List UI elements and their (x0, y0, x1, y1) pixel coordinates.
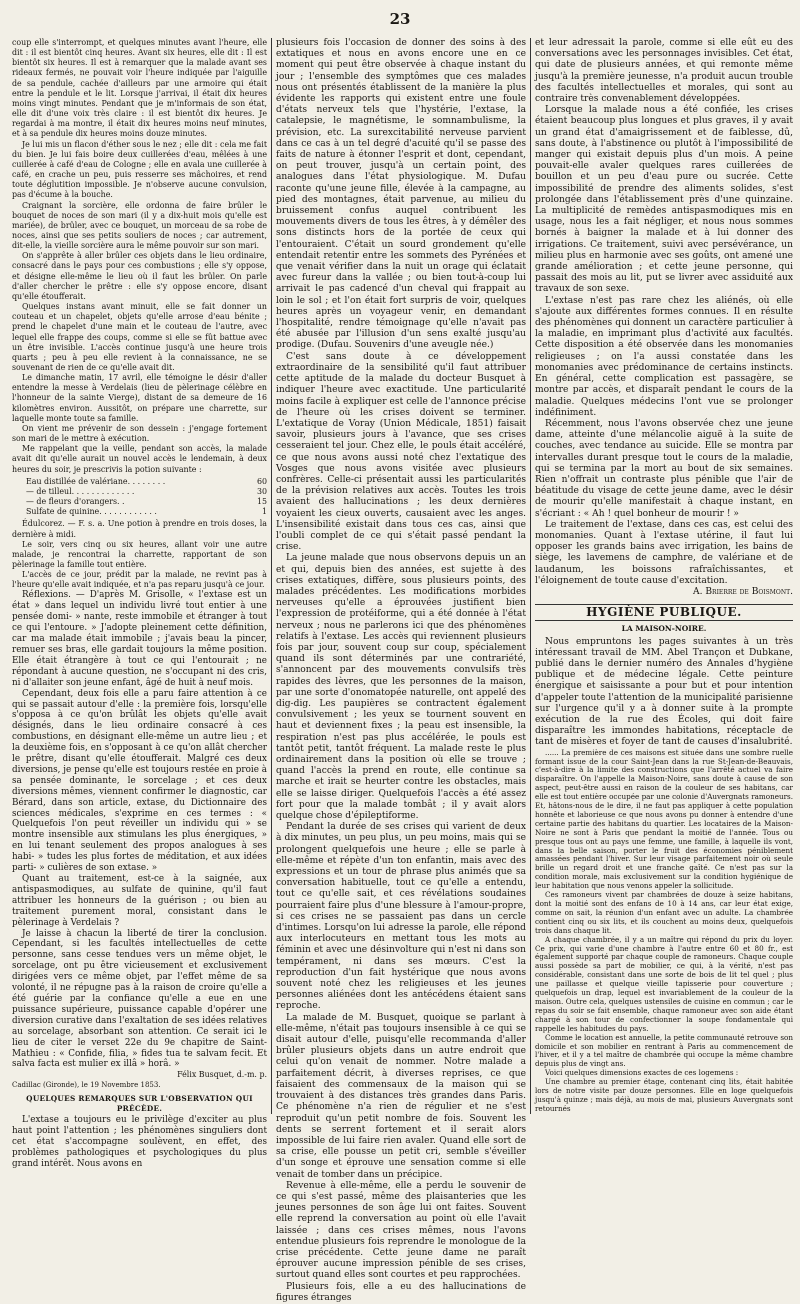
paragraph: Plusieurs fois, elle a eu des hallucinations de figures étranges (276, 1281, 526, 1303)
paragraph: L'accès de ce jour, prédit par la malade, ne revint pas à l'heure qu'elle avait indiquée, et n'a pas reparu jusqu'à ce jour. (12, 570, 267, 590)
paragraph: On s'apprête à aller brûler ces objets dans le lieu ordinaire, consacré dans le pays pour ces combustions ; elle s'y oppose, et désigne elle-même le lieu où il faut les brûler. On parle d'aller chercher le prêtre : elle s'y oppose encore, disant qu'elle étoufferait. (12, 251, 267, 301)
paragraph: Je lui mis un flacon d'éther sous le nez ; elle dit : cela me fait du bien. Je lui fais boire deux cuillerées d'eau, mêlées à une cuillerée à café d'eau de Cologne ; elle en avala une cuillerée à café, en crache un peu, puis resserre ses mâchoires, et rend toute déglutition impossible. Je n'observe aucune convulsion, pas d'écume à la bouche. (12, 139, 267, 200)
paragraph: Nous empruntons les pages suivantes à un très intéressant travail de MM. Abel Trançon et Dubkane, publié dans le dernier numéro des Annales d'hygiène publique et de médecine légale. Cette peinture énergique et saisissante a pour but et pour intention d'appeler toute l'attention de la municipalité parisienne sur l'urgence qu'il y a à donner suite à la prompte exécution de la rue des Écoles, qui doit faire disparaître les immondes habitations, réceptacle de tant de misères et foyer de tant de causes d'insalubrité. (535, 636, 793, 748)
paragraph: Quant au traitement, est-ce à la saignée, aux antispasmodiques, au sulfate de quinine, qu'il faut attribuer les honneurs de la guérison ; ou bien au traitement purement moral, consistant dans le pèlerinage à Verdelais ? (12, 874, 267, 928)
paragraph: Réflexions. — D'après M. Grisolle, « l'extase est un état » dans lequel un individu livré tout entier à une pensée domi- » nante, reste immobile et étranger à tout ce qui l'entoure. » J'adopte pleinement cette définition, car ma malade était immobile ; j'avais beau la pincer, remuer ses bras, elle gardait toujours la même position. Elle était étrangère à tout ce qui l'entourait ; ne répondant à aucune question, ne s'occupant ni des cris, ni d'allaiter son jeune enfant, âgé de huit à neuf mois. (12, 590, 267, 688)
paragraph: Le traitement de l'extase, dans ces cas, est celui des monomanies. Quant à l'extase utérine, il faut lui opposer les grands bains avec irrigation, les bains de siège, les lavemens de camphre, de valériane et de laudanum, les boissons rafraîchissantes, et l'éloignement de toute cause d'excitation. (535, 519, 793, 586)
page-number: 23 (389, 10, 411, 28)
column-rule-left (271, 38, 272, 1114)
column-left (12, 38, 267, 1169)
paragraph: Comme le location est annuelle, la petite communauté retrouve son domicile et son mobilier en rentrant à Paris au commencement de l'hiver, et il y a tel maître de chambrée qui occupe la même chambre depuis plus de vingt ans. (535, 1032, 793, 1069)
author-signature: Félix Busquet, d.-m. p. (177, 1070, 267, 1080)
article-title: LA MAISON-NOIRE. (621, 624, 707, 634)
section-subtitle: QUELQUES REMARQUES SUR L'OBSERVATION QUI PRÉCÈDE. (26, 1093, 253, 1113)
paragraph: Craignant la sorcière, elle ordonna de faire brûler le bouquet de noces de son mari (il y a dix-huit mois qu'elle est mariée), de brûler, avec ce bouquet, un morceau de sa robe de noces, ainsi que ses petits souliers de noces ; car autrement, dit-elle, la vieille sorcière aura le même pouvoir sur son mari. (12, 200, 267, 251)
paragraph: Voici quelques dimensions exactes de ces logemens : (545, 1068, 739, 1078)
paragraph: Lorsque la malade nous a été confiée, les crises étaient beaucoup plus longues et plus graves, il y avait un grand état d'amaigrissement et de faiblesse, dû, sans doute, à l'abstinence ou plutôt à l'impossibilité de manger qui existait depuis plus d'un mois. A peine pouvait-elle avaler quelques rares cuillerées de bouillon et un peu d'eau pure ou sucrée. Cette impossibilité de prendre des aliments solides, s'est prolongée dans l'établissement près d'une quinzaine. La multiplicité de remèdes antispasmodiques mis en usage, nous les a fait négliger, et nous nous sommes bornés à baigner la malade et à lui donner des irrigations. Ce traitement, suivi avec persévérance, un milieu plus en harmonie avec ses goûts, ont amené une grande amélioration ; et cette jeune personne, qui passait des mois au lit, put se livrer avec assiduité aux travaux de son sexe. (535, 105, 793, 295)
paragraph: Ces ramoneurs vivent par chambrées de douze à seize habitans, dont la moitié sont des enfans de 10 à 14 ans, car leur état exige, comme on sait, la réunion d'un enfant avec un adulte. La chambrée contient cinq ou six lits, et ils couchent au moins deux, quelquefois trois dans chaque lit. (535, 890, 793, 935)
paragraph: L'extase a toujours eu le privilège d'exciter au plus haut point l'attention ; les phénomènes singuliers dont cet état s'accompagne soulèvent, en effet, des problèmes pathologiques et psychologiques du plus grand intérêt. Nous avons en (12, 1114, 267, 1169)
paragraph: Le dimanche matin, 17 avril, elle témoigne le désir d'aller entendre la messe à Verdelais (lieu de pèlerinage célèbre en l'honneur de la sainte Vierge), distant de sa demeure de 16 kilomètres environ. Aussitôt, on prépare une charrette, sur laquelle monte toute sa famille. (12, 373, 267, 423)
prescription-line: — de fleurs d'orangers. . 15 (26, 497, 267, 507)
paragraph: Une chambre au premier étage, contenant cinq lits, était habitée lors de notre visite par douze personnes. Elle en loge quelquefois jusqu'à quinze ; mais déjà, au mois de mai, plusieurs Auvergnats sont retournés (535, 1077, 793, 1113)
column-rule-right (530, 38, 531, 1114)
section-heading: HYGIÈNE PUBLIQUE. (535, 604, 793, 621)
paragraph: La malade de M. Busquet, quoique se parlant à elle-même, n'était pas toujours insensible à ce qui se disait autour d'elle, puisqu'elle recommanda d'aller brûler plusieurs objets dans un autre endroit que celui qu'on venait de nommer. Notre malade a parfaitement décrit, à diverses reprises, ce que faisaient des commensaux de la maison qui se trouvaient à des distances très grandes dans Paris. Ce phénomène n'a rien de régulier et ne s'est reproduit qu'un petit nombre de fois. Souvent les dents se serrent fortement et il serait alors impossible de lui faire rien avaler. Quand elle sort de sa crise, elle pousse un petit cri, semble s'éveiller d'un songe et éprouve une sensation comme si elle venait de tomber dans un précipice. (276, 1012, 526, 1180)
prescription (26, 477, 267, 518)
paragraph: Je laisse à chacun la liberté de tirer la conclusion. Cependant, si les facultés intellectuelles de cette personne, sans cesse tendues vers un même objet, le sorcelage, ont pu être vicieusement et exclusivement dirigées vers ce même objet, par l'effet même de sa volonté, il ne répugne pas à la raison de croire qu'elle a été guérie par la confiance qu'elle a eue en une puissance supérieure, puissance capable d'opérer une diversion curative dans l'exaltation de ses idées relatives au sorcelage, absorbant son attention. Ce serait ici le lieu de citer le verset 22e du 9e chapitre de Saint-Mathieu : « Confide, filia, » fides tua te salvam fecit. Et salva facta est mulier ex illâ » horâ. » (12, 928, 267, 1070)
paragraph: coup elle s'interrompt, et quelques minutes avant l'heure, elle dit : il est bientôt cinq heures. Avant six heures, elle dit : Il est bientôt six heures. Il est à remarquer que la malade avant ses rideaux fermés, ne pouvait voir l'heure indiquée par l'aiguille de sa pendule, cachée d'ailleurs par une armoire qui était entre la pendule et le lit. Lorsque j'arrivai, il était dix heures moins vingt minutes. Pendant que je m'informais de son état, elle dit d'une voix très claire : il est bientôt dix heures. Je regardai à ma montre, il était dix heures moins neuf minutes, et à sa pendule dix heures moins douze minutes. (12, 38, 267, 139)
paragraph: Me rappelant que la veille, pendant son accès, la malade avait dit qu'elle aurait un nouvel accès le lendemain, à deux heures du soir, je prescrivis la potion suivante : (12, 444, 267, 474)
signature-place-date: Cadillac (Gironde), le 19 Novembre 1853. (12, 1081, 161, 1090)
paragraph: On vient me prévenir de son dessein : j'engage fortement son mari de le mettre à exécution. (12, 423, 267, 444)
paragraph: Récemment, nous l'avons observée chez une jeune dame, atteinte d'une mélancolie aiguë à la suite de couches, avec tendance au suicide. Elle se montra par intervalles durant presque tout le cours de la maladie, qui se termina par la mort au bout de six semaines. Rien n'offrait un contraste plus pénible que l'air de béatitude du visage de cette jeune dame, avec le désir de mourir qu'elle manifestait à chaque instant, en s'écriant : « Ah ! quel bonheur de mourir ! » (535, 418, 793, 519)
paragraph: Pendant la durée de ses crises qui varient de deux à dix minutes, un peu plus, un peu moins, mais qui se prolongent quelquefois une heure ; elle se parle à elle-même et répète d'un ton enfantin, mais avec des expressions et un tour de phrase plus animés que sa conversation habituelle, tout ce qu'elle a entendu, tout ce qu'elle sait, et ces révélations soudaines pourraient faire plus d'une blessure à l'amour-propre, si ces crises ne se passaient pas dans un cercle d'intimes. Lorsqu'on lui adresse la parole, elle répond aux interlocuteurs en mettant tous les mots au féminin et avec une désinvolture qui n'est ni dans son tempérament, ni dans ses mœurs. C'est la reproduction d'un fait hystérique que nous avons souvent noté chez les religieuses et les jeunes personnes aliénées dont les antécédens étaient sans reproche. (276, 822, 526, 1012)
prescription-line: Eau distillée de valériane. . . . . . . . 60 (26, 476, 267, 486)
paragraph: Revenue à elle-même, elle a perdu le souvenir de ce qui s'est passé, même des plaisanteries que les jeunes personnes de son âge lui ont faites. Souvent elle reprend la conversation au point où elle l'avait laissée ; dans ces crises mêmes, nous l'avons entendue plusieurs fois reprendre le monologue de la crise précédente. Cette jeune dame ne paraît éprouver aucune impression pénible de ses crises, surtout quand elles sont courtes et peu rapprochées. (276, 1180, 526, 1281)
paragraph: ...... La première de ces maisons est située dans une sombre ruelle formant issue de la cour Saint-Jean dans la rue St-Jean-de-Beauvais, c'est-à-dire à la limite des constructions que l'arrêté actuel va faire disparaître. On l'appelle la Maison-Noire, sans doute à cause de son aspect, peut-être aussi en raison de la couleur de ses habitans, car elle est tout entière occupée par une colonie d'Auvergnats ramoneurs. Et, hâtons-nous de le dire, il ne faut pas appliquer à cette population honnête et laborieuse ce que nous avons pu donner à entendre d'une certaine partie des habitans du quartier. Les locataires de la Maison-Noire ne sont à Paris que pendant la moitié de l'année. Tous ou presque tous ont au pays une femme, une famille, à laquelle ils vont, dans la belle saison, porter le fruit des économies péniblement amassées pendant l'hiver. Sur leur visage parfaitement noir où seule brille un regard droit et une franche gaîté. Ce n'est pas sur la condition morale, mais exclusivement sur la condition hygiénique de leur habitation que nous venons appeler la sollicitude. (535, 747, 793, 891)
paragraph: L'extase n'est pas rare chez les aliénés, où elle s'ajoute aux différentes formes connues. Il en résulte des phénomènes qui donnent un caractère particulier à la maladie, en imprimant plus d'activité aux facultés. Cette disposition a été observée dans les monomanies religieuses ; on l'a aussi constatée dans les monomanies avec prédominance de certains instincts. En général, cette complication est passagère, se montre par accès, et disparaît pendant le cours de la maladie. Quelques médecins l'ont vue se prolonger indéfiniment. (535, 295, 793, 418)
column-right (535, 38, 793, 1114)
prescription-line: Sulfate de quinine. . . . . . . . . . . . 1 (26, 507, 267, 517)
paragraph: A chaque chambrée, il y a un maître qui répond du prix du loyer. Ce prix, qui varie d'une chambre à l'autre entre 60 et 80 fr., est également supporté par chaque couple de ramoneurs. Chaque couple aussi possède sa part de mobilier, ce qui, à la vérité, n'est pas considérable, consistant dans une sorte de bois de lit tel quel ; plus une paillasse et quelque vieille tapisserie pour couverture ; quelquefois un drap, lequel est invariablement de la couleur de la maison. Outre cela, quelques ustensiles de cuisine en commun ; car le repas du soir se fait ensemble, chaque ramoneur avec son aide étant chargé à son tour de confectionner la soupe fondamentale qui rappelle les habitudes du pays. (535, 934, 793, 1033)
prescription-line: — de tilleul. . . . . . . . . . . . . 30 (26, 486, 267, 496)
author-signature: A. Brierre de Boismont. (693, 586, 793, 597)
paragraph: Cependant, deux fois elle a paru faire attention à ce qui se passait autour d'elle : la première fois, lorsqu'elle s'opposa à ce qu'on brûlât les objets qu'elle avait désignés, dans le lieu ordinaire consacré à ces combustions, en désignant elle-même un autre lieu ; et la deuxième fois, en s'opposant à ce qu'on allât chercher le prêtre, disant qu'elle étoufferait. Malgré ces deux diversions, je pense qu'elle est toujours restée en proie à sa pensée dominante, le sorcelage ; et ces deux diversions mêmes, viennent confirmer le diagnostic, car Bérard, dans son article, extase, du Dictionnaire des sciences médicales, s'exprime en ces termes : « Quelquefois l'on peut réveiller un individu qui » se montre insensible aux stimulans les plus énergiques, » en lui tenant seulement des propos analogues à ses habi- » tudes les plus fortes de méditation, et aux idées parti- » culières de son extase. » (12, 688, 267, 874)
column-middle (276, 38, 526, 1303)
paragraph: C'est sans doute à ce développement extraordinaire de la sensibilité qu'il faut attribuer cette aptitude de la malade du docteur Busquet à indiquer l'heure avec exactitude. Une particularité moins facile à expliquer est celle de l'annonce précise de l'heure où les crises doivent se terminer. L'extatique de Voray (Union Médicale, 1851) faisait savoir, plusieurs jours à l'avance, que ses crises cesseraient tel jour. Chez elle, le pouls était accéléré, ce que nous avons aussi noté chez l'extatique des Vosges que nous avons visitée avec plusieurs confrères. Celle-ci présentait aussi les particularités de la prévision relatives aux accès. Toutes les trois avaient des hallucinations ; les deux dernières voyaient les cieux ouverts, causaient avec les anges. L'insensibilité existait dans tous ces cas, ainsi que l'oubli complet de ce qui s'était passé pendant la crise. (276, 351, 526, 553)
paragraph: Quelques instans avant minuit, elle se fait donner un couteau et un chapelet, objets qu'elle arrose d'eau bénite ; prend le chapelet d'une main et le couteau de l'autre, avec lequel elle frappe des coups, comme si elle se fût battue avec un être invisible. L'accès continue jusqu'à une heure trois quarts ; peu à peu elle revient à la connaissance, ne se souvenant de rien de ce qu'elle avait dit. (12, 302, 267, 372)
paragraph: La jeune malade que nous observons depuis un an et qui, depuis bien des années, est sujette à des crises extatiques, diffère, sous plusieurs points, des malades précédentes. Les modifications morbides nerveuses qu'elle a éprouvées justifient bien l'expression de protéiforme, qui a été donnée à l'état nerveux ; nous ne parlerons ici que des phénomènes relatifs à l'extase. Les accès qui reviennent plusieurs fois par jour, souvent coup sur coup, spécialement quand ils sont déterminés par une contrariété, s'annoncent par des mouvements convulsifs très rapides des lèvres, que les personnes de la maison, par une sorte d'onomatopée naturelle, ont appelé des dig-dig. Les paupières se contractent également convulsivement ; les yeux se tournent souvent en haut et deviennent fixes ; la peau est insensible, la respiration n'est pas plus accélérée, le pouls est tantôt petit, tantôt fréquent. La malade reste le plus ordinairement dans la position où elle se trouve ; quand l'accès la prend en route, elle continue sa marche et irait se heurter contre les obstacles, mais elle se laisse diriger. Quelquefois l'accès a été assez fort pour que la malade tombât ; il y avait alors quelque chose d'épileptiforme. (276, 553, 526, 822)
paragraph: plusieurs fois l'occasion de donner des soins à des extatiques et nous en avons encore une en ce moment qui peut être observée à chaque instant du jour ; l'ensemble des symptômes que ces malades nous ont présentés établissent de la manière la plus évidente les rapports qui existent entre une foule d'états nerveux tels que l'hystérie, l'extase, la catalepsie, le magnétisme, le somnambulisme, la prévision, etc. La surexcitabilité nerveuse parvient dans ce cas à un tel degré d'acuité qu'il se passe des faits de nature à étonner l'esprit et dont, cependant, on peut trouver, jusqu'à un certain point, des analogues dans l'état physiologique. M. Dufau raconte qu'une jeune fille, élevée à la campagne, au pied des montagnes, était parvenue, au milieu du bruissement confus auquel contribuent les mouvements divers de tous les êtres, à y démêler des sons distincts hors de la portée de ceux qui l'entouraient. C'était un sourd grondement qu'elle entendait retentir entre les sommets des Pyrénées et que venait vérifier dans la nuit un orage qui éclatait avec fureur dans la vallée ; ou bien tout-à-coup lui arrivait le pas cadencé d'un cheval qui frappait au loin le sol ; et l'on était fort surpris de voir, quelques heures après un voyageur venir, en demandant l'hospitalité, rendre témoignage qu'elle n'avait pas été abusée par l'illusion d'un sens exalté jusqu'au prodige. (Dufau. Souvenirs d'une aveugle née.) (276, 38, 526, 351)
paragraph: Le soir, vers cinq ou six heures, allant voir une autre malade, je rencontrai la charrette, rapportant de son pèlerinage la famille tout entière. (12, 539, 267, 569)
paragraph: et leur adressait la parole, comme si elle eût eu des conversations avec les personnages invisibles. Cet état, qui date de plusieurs années, et qui remonte même jusqu'à la première jeunesse, n'a produit aucun trouble des facultés intellectuelles et morales, qui sont au contraire très convenablement développées. (535, 38, 793, 105)
prescription-note: Édulcorez. — F. s. a. Une potion à prendre en trois doses, la dernière à midi. (12, 519, 267, 539)
